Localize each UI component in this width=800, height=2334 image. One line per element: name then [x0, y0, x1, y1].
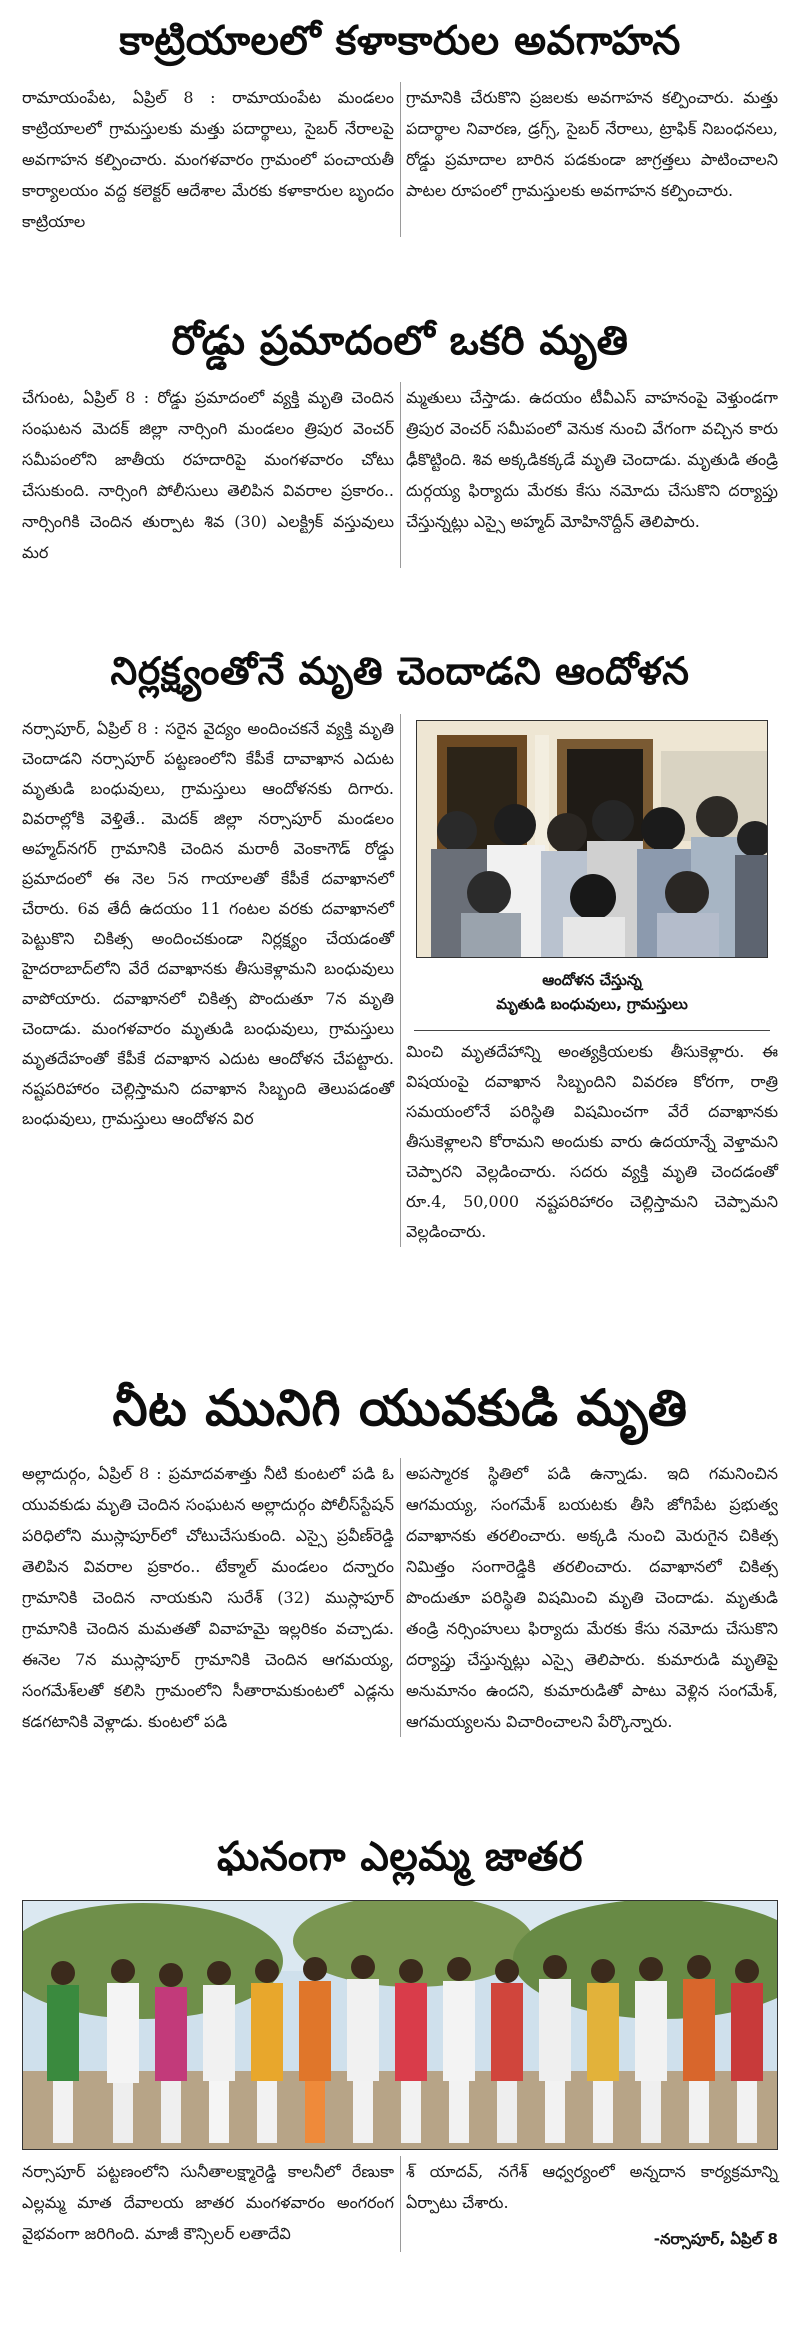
devotees-group-image	[23, 1901, 778, 2150]
crowd-at-hospital-door-image	[417, 721, 768, 958]
protest-photo	[416, 720, 768, 958]
story-column-right: మించి మృతదేహాన్ని అంత్యక్రియలకు తీసుకెళ్లారు. ఈ విషయంపై దవాఖాన సిబ్బందిని వివరణ కోరగా, రాత్రి సమయంలోనే పరిస్థితి విషమించగా వేరే దవాఖానకు తీసుకెళ్లాలని కోరామని అందుకు వారు ఉదయాన్నే వెళ్తామని చెప్పారని వెల్లడించారు. సదరు వ్యక్తి మృతి చెందడంతో రూ.4, 50,000 నష్టపరిహారం చెల్లిస్తామని చెప్పామని వెల్లడించారు.	[406, 1042, 778, 1241]
column-divider	[400, 82, 401, 237]
story-yellamma-jatara	[22, 1834, 778, 2252]
story-awareness-program	[22, 18, 778, 237]
story-column-left: అల్లాదుర్గం, ఏప్రిల్ 8 : ప్రమాదవశాత్తు నీటి కుంటలో పడి ఓ యువకుడు మృతి చెందిన సంఘటన అల్లాదుర్గం పోలీస్‌స్టేషన్ పరిధిలోని ముస్లాపూర్‌లో చోటుచేసుకుంది. ఎస్సై ప్రవీణ్‌రెడ్డి తెలిపిన వివరాల ప్రకారం.. టేక్మాల్ మండలం దన్నారం గ్రామానికి చెందిన నాయకుని సురేశ్ (32) ముస్లాపూర్ గ్రామానికి చెందిన మమతతో వివాహమై ఇల్లరికం వచ్చాడు. ఈనెల 7న ముస్లాపూర్ గ్రామానికి చెందిన ఆగమయ్య, సంగమేశ్‌లతో కలిసి గ్రామంలోని సీతారామకుంటలో ఎడ్లను కడగటానికి వెళ్లాడు. కుంటలో పడి	[22, 1464, 394, 1731]
column-divider	[400, 382, 401, 568]
headline: నీట మునిగి యువకుడి మృతి	[112, 1379, 688, 1437]
story-column-right: అపస్మారక స్థితిలో పడి ఉన్నాడు. ఇది గమనించిన ఆగమయ్య, సంగమేశ్ బయటకు తీసి జోగిపేట ప్రభుత్వ దవాఖానకు తరలించారు. అక్కడి నుంచి మెరుగైన చికిత్స నిమిత్తం సంగారెడ్డికి తరలించారు. దవాఖానలో చికిత్స పొందుతూ పరిస్థితి విషమించి మృతి చెందాడు. మృతుడి తండ్రి నర్సింహులు ఫిర్యాదు మేరకు కేసు నమోదు చేసుకొని దర్యాప్తు చేస్తున్నట్లు ఎస్సై తెలిపారు. కుమారుడి మృతిపై అనుమానం ఉందని, కుమారుడితో పాటు వెళ్లిన సంగమేశ్, ఆగమయ్యలను విచారించాలని పేర్కొన్నారు.	[406, 1464, 778, 1731]
story-right-block	[406, 714, 778, 1247]
story-column-right: శ్ యాదవ్, నగేశ్ ఆధ్వర్యంలో అన్నదాన కార్యక్రమాన్ని ఏర్పాటు చేశారు.	[406, 2162, 778, 2212]
story-column-left: నర్సాపూర్, ఏప్రిల్ 8 : సరైన వైద్యం అందించకనే వ్యక్తి మృతి చెందాడని నర్సాపూర్ పట్టణంలోని కేపీకే దావాఖాన ఎదుట మృతుడి బంధువులు, గ్రామస్తులు ఆందోళనకు దిగారు. వివరాల్లోకి వెళ్తితే.. మెదక్ జిల్లా నర్సాపూర్ మండలం అహ్మద్‌నగర్ గ్రామానికి చెందిన మరాఠీ వెంకాగౌడ్ రోడ్డు ప్రమాదంలో ఈ నెల 5న గాయాలతో కేపీకే దవాఖానలో చేరారు. 6వ తేదీ ఉదయం 11 గంటల వరకు దవాఖానలో పెట్టుకొని చికిత్స అందించకుండా నిర్లక్ష్యం చేయడంతో హైదరాబాద్‌లోని వేరే దవాఖానకు తీసుకెళ్లామని బంధువులు వాపోయారు. దవాఖానలో చికిత్స పొందుతూ 7న మృతి చెందాడు. మంగళవారం మృతుడి బంధువులు, గ్రామస్తులు మృతదేహంతో కేపీకే దవాఖాన ఎదుట ఆందోళన చేపట్టారు. నష్టపరిహారం చెల్లిస్తామని దవాఖాన సిబ్బంది తెలుపడంతో బంధువులు, గ్రామస్తులు ఆందోళన విర	[22, 719, 394, 1128]
headline: నిర్లక్ష్యంతోనే మృతి చెందాడని ఆందోళన	[110, 649, 690, 693]
story-hospital-protest	[22, 650, 778, 1247]
headline: ఘనంగా ఎల్లమ్మ జాతర	[216, 1834, 584, 1880]
column-divider	[400, 2156, 401, 2252]
caption-line: ఆందోళన చేస్తున్న	[542, 971, 642, 989]
story-road-accident	[22, 318, 778, 568]
story-column-left: చేగుంట, ఏప్రిల్ 8 : రోడ్డు ప్రమాదంలో వ్యక్తి మృతి చెందిన సంఘటన మెదక్ జిల్లా నార్సింగి మండలం త్రిపుర వెంచర్ సమీపంలోని జాతీయ రహదారిపై మంగళవారం చోటు చేసుకుంది. నార్సింగి పోలీసులు తెలిపిన వివరాల ప్రకారం.. నార్సింగికి చెందిన తుర్పాట శివ (30) ఎలక్ట్రిక్ వస్తువులు మర	[22, 388, 394, 562]
story-columns	[22, 1458, 778, 1737]
column-divider	[400, 1458, 401, 1737]
photo-caption	[406, 968, 778, 1016]
story-column-left: నర్సాపూర్ పట్టణంలోని సునీతాలక్ష్మారెడ్డి కాలనీలో రేణుకా ఎల్లమ్మ మాత దేవాలయ జాతర మంగళవారం అంగరంగ వైభవంగా జరిగింది. మాజీ కౌన్సిలర్ లతాదేవి	[22, 2162, 394, 2243]
story-drowning	[22, 1380, 778, 1737]
story-column-left: రామాయంపేట, ఏప్రిల్ 8 : రామాయంపేట మండలం కాట్రియాలలో గ్రామస్తులకు మత్తు పదార్థాలు, సైబర్ నేరాలపై అవగాహన కల్పించారు. మంగళవారం గ్రామంలో పంచాయతీ కార్యాలయం వద్ద కలెక్టర్ ఆదేశాల మేరకు కళాకారుల బృందం కాట్రియాల	[22, 88, 394, 231]
story-column-right: మ్మతులు చేస్తాడు. ఉదయం టీవీఎస్ వాహనంపై వెళ్తుండగా త్రిపుర వెంచర్ సమీపంలో వెనుక నుంచి వేగంగా వచ్చిన కారు ఢీకొట్టింది. శివ అక్కడికక్కడే మృతి చెందాడు. మృతుడి తండ్రి దుర్గయ్య ఫిర్యాదు మేరకు కేసు నమోదు చేసుకొని దర్యాప్తు చేస్తున్నట్లు ఎస్సై అహ్మద్ మోహినొద్దీన్ తెలిపారు.	[406, 388, 778, 531]
headline: రోడ్డు ప్రమాదంలో ఒకరి మృతి	[171, 318, 629, 364]
story-column-right: గ్రామానికి చేరుకొని ప్రజలకు అవగాహన కల్పించారు. మత్తు పదార్థాల నివారణ, డ్రగ్స్, సైబర్ నేరాలు, ట్రాఫిక్ నిబంధనలు, రోడ్డు ప్రమాదాల బారిన పడకుండా జాగ్రత్తలు పాటించాలని పాటల రూపంలో గ్రామస్తులకు అవగాహన కల్పించారు.	[406, 88, 778, 200]
story-columns	[22, 2156, 778, 2252]
caption-rule	[414, 1030, 770, 1031]
story-columns	[22, 382, 778, 568]
story-columns	[22, 82, 778, 237]
headline: కాట్రియాలలో కళాకారుల అవగాహన	[119, 18, 681, 64]
story-right-block	[406, 2156, 778, 2252]
jatara-photo	[22, 1900, 778, 2150]
column-divider	[400, 714, 401, 1247]
caption-line: మృతుడి బంధువులు, గ్రామస్తులు	[496, 995, 688, 1013]
dateline-credit: -నర్సాపూర్, ఏప్రిల్ 8	[653, 2230, 778, 2248]
story-columns	[22, 714, 778, 1247]
